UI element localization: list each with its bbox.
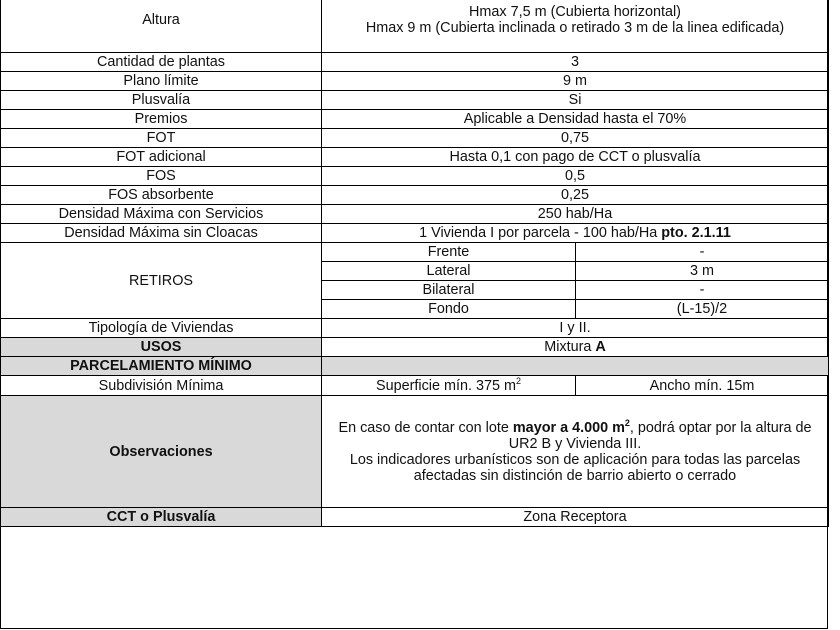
fos-label: FOS xyxy=(1,167,322,186)
densidad-sin-cloacas-text: 1 Vivienda I por parcela - 100 hab/Ha xyxy=(419,225,658,241)
observaciones-p1-b: , podrá optar por la altura de UR2 B y Vivienda III. xyxy=(508,419,812,452)
retiro-frente-value: - xyxy=(576,243,829,262)
subdivision-superficie-text: Superficie mín. 375 m xyxy=(376,377,516,394)
fos-absorbente-label: FOS absorbente xyxy=(1,186,322,205)
row-tipologia xyxy=(1,319,829,338)
observaciones-label: Observaciones xyxy=(1,396,322,508)
subdivision-superficie-exp: 2 xyxy=(515,375,521,386)
densidad-sin-cloacas-label: Densidad Máxima sin Cloacas xyxy=(1,224,322,243)
row-premios xyxy=(1,110,829,129)
tipologia-value: I y II. xyxy=(322,319,829,338)
observaciones-value xyxy=(322,396,829,508)
usos-value-bold: A xyxy=(595,339,606,355)
observaciones-p2: Los indicadores urbanísticos son de aplicación para todas las parcelas afectadas sin distinción de barrio abierto o cerrado xyxy=(349,451,801,484)
row-usos xyxy=(1,338,829,357)
retiro-bilateral-value: - xyxy=(576,281,829,300)
densidad-con-servicios-label: Densidad Máxima con Servicios xyxy=(1,205,322,224)
cantidad-plantas-value: 3 xyxy=(322,53,829,72)
fot-adicional-value: Hasta 0,1 con pago de CCT o plusvalía xyxy=(322,148,829,167)
row-densidad-con-servicios xyxy=(1,205,829,224)
usos-value-prefix: Mixtura xyxy=(544,339,592,355)
usos-value xyxy=(322,338,829,357)
fos-value: 0,5 xyxy=(322,167,829,186)
row-fot-adicional xyxy=(1,148,829,167)
row-fot xyxy=(1,129,829,148)
row-cantidad-plantas xyxy=(1,53,829,72)
altura-label: Altura xyxy=(1,0,322,53)
observaciones-p1-exp: 2 xyxy=(624,417,630,428)
altura-value xyxy=(322,0,829,53)
plusvalia-label: Plusvalía xyxy=(1,91,322,110)
plano-limite-value: 9 m xyxy=(322,72,829,91)
retiro-lateral-name: Lateral xyxy=(322,262,576,281)
row-subdivision xyxy=(1,376,829,396)
row-altura xyxy=(1,0,829,53)
retiro-frente-name: Frente xyxy=(322,243,576,262)
row-fos-absorbente xyxy=(1,186,829,205)
parcelamiento-label: PARCELAMIENTO MÍNIMO xyxy=(1,357,322,376)
parcelamiento-empty xyxy=(322,357,829,376)
observaciones-p1-bold: mayor a 4.000 m xyxy=(512,419,625,436)
fot-label: FOT xyxy=(1,129,322,148)
fot-adicional-label: FOT adicional xyxy=(1,148,322,167)
plusvalia-value: Si xyxy=(322,91,829,110)
tipologia-label: Tipología de Viviendas xyxy=(1,319,322,338)
retiro-bilateral-name: Bilateral xyxy=(322,281,576,300)
subdivision-ancho: Ancho mín. 15m xyxy=(576,376,829,396)
retiros-label: RETIROS xyxy=(1,243,322,319)
cct-value: Zona Receptora xyxy=(322,508,829,527)
cct-label: CCT o Plusvalía xyxy=(1,508,322,527)
row-fos xyxy=(1,167,829,186)
row-parcelamiento xyxy=(1,357,829,376)
fot-value: 0,75 xyxy=(322,129,829,148)
subdivision-label: Subdivisión Mínima xyxy=(1,376,322,396)
retiro-fondo-name: Fondo xyxy=(322,300,576,319)
retiro-lateral-value: 3 m xyxy=(576,262,829,281)
row-retiros-frente xyxy=(1,243,829,262)
densidad-con-servicios-value: 250 hab/Ha xyxy=(322,205,829,224)
altura-line-2: Hmax 9 m (Cubierta inclinada o retirado 3 m de la linea edificada) xyxy=(365,19,785,36)
row-observaciones xyxy=(1,396,829,508)
densidad-sin-cloacas-ref: pto. 2.1.11 xyxy=(661,225,731,241)
row-plusvalia xyxy=(1,91,829,110)
row-cct xyxy=(1,508,829,527)
altura-line-1: Hmax 7,5 m (Cubierta horizontal) xyxy=(469,3,681,20)
usos-label: USOS xyxy=(1,338,322,357)
retiro-fondo-value: (L-15)/2 xyxy=(576,300,829,319)
premios-label: Premios xyxy=(1,110,322,129)
fos-absorbente-value: 0,25 xyxy=(322,186,829,205)
row-densidad-sin-cloacas xyxy=(1,224,829,243)
subdivision-superficie xyxy=(322,376,576,396)
premios-value: Aplicable a Densidad hasta el 70% xyxy=(322,110,829,129)
densidad-sin-cloacas-value xyxy=(322,224,829,243)
observaciones-p1 xyxy=(334,417,816,452)
row-plano-limite xyxy=(1,72,829,91)
plano-limite-label: Plano límite xyxy=(1,72,322,91)
cantidad-plantas-label: Cantidad de plantas xyxy=(1,53,322,72)
observaciones-p1-a: En caso de contar con lote xyxy=(338,419,509,436)
